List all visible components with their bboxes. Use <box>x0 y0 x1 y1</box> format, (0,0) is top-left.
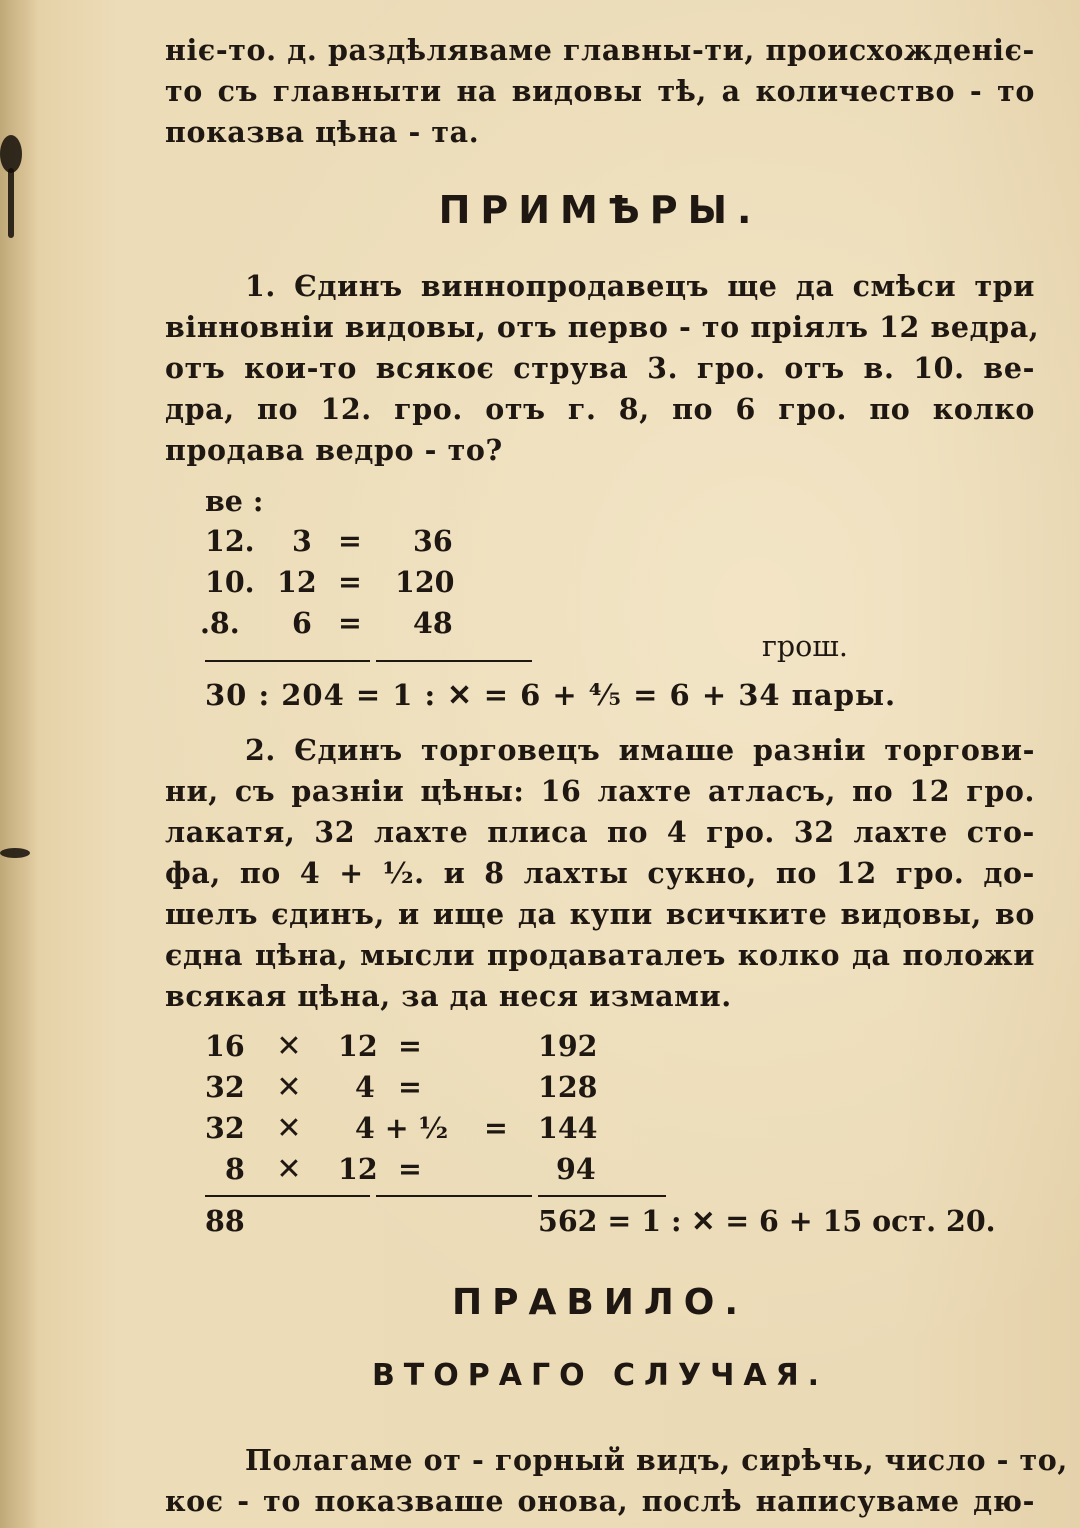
calc2-b: 12 <box>338 1029 378 1063</box>
ink-stain <box>8 168 14 238</box>
calc1-rule <box>376 660 532 662</box>
text-line: 1. Єдинъ виннопродавецъ ще да смѣси три <box>245 269 1035 303</box>
heading-examples: ПРИМѢРЫ. <box>438 188 762 232</box>
calc1-c: 120 <box>395 565 455 599</box>
text-line: Полагаме от - горный видъ, сирѣчь, число - то, <box>245 1443 1068 1477</box>
text-line: ни, съ разніи цѣны: 16 лахте атласъ, по 12 гро. <box>165 774 1035 808</box>
calc1-a: 12. <box>205 524 255 558</box>
calc2-rule <box>376 1195 532 1197</box>
calc1-rule <box>205 660 370 662</box>
calc1-c: 36 <box>413 524 453 558</box>
calc2-result: 562 = 1 : ✕ = 6 + 15 ост. 20. <box>538 1204 996 1238</box>
example-2-paragraph <box>165 730 1035 1017</box>
calc2-a: 16 <box>205 1029 245 1063</box>
calc2-c: 144 <box>538 1111 598 1145</box>
calc2-c: 192 <box>538 1029 598 1063</box>
cross-icon: ✕ <box>276 1152 302 1187</box>
cross-icon: ✕ <box>276 1070 302 1105</box>
text-line: продава ведро - то? <box>165 433 503 467</box>
calc1-result: 30 : 204 = 1 : ✕ = 6 + ⁴⁄₅ = 6 + 34 пары. <box>205 678 897 712</box>
calc2-eq: = <box>484 1111 508 1145</box>
text-line: вінновніи видовы, отъ перво - то пріялъ 12 ведра, <box>165 310 1040 344</box>
calc1-a: .8. <box>200 606 240 640</box>
calc1-eq: = <box>338 606 362 640</box>
calc1-eq: = <box>338 565 362 599</box>
text-line: єдна цѣна, мысли продаваталеъ колко да положи <box>165 938 1035 972</box>
calc1-b: 6 <box>292 606 312 640</box>
calc2-b: 12 <box>338 1152 378 1186</box>
calc2-total: 88 <box>205 1204 245 1238</box>
heading-rule: ПРАВИЛО. <box>451 1282 749 1323</box>
example-1-paragraph <box>165 266 1040 471</box>
calc1-c: 48 <box>413 606 453 640</box>
text-line: то съ главныти на видовы тѣ, а количество - то <box>165 74 1035 108</box>
calc2-c: 128 <box>538 1070 598 1104</box>
calc2-c: 94 <box>556 1152 596 1186</box>
text-line: показва цѣна - та. <box>165 115 480 149</box>
cross-icon: ✕ <box>276 1029 302 1064</box>
text-line: 2. Єдинъ торговецъ имаше разніи торгови- <box>245 733 1035 767</box>
heading-case: ВТОРАГО СЛУЧАЯ. <box>371 1358 829 1393</box>
text-line: коє - то показваше онова, послѣ написуваме дю- <box>165 1484 1035 1518</box>
text-line: отъ кои-то всякоє струва 3. гро. отъ в. 10. ве- <box>165 351 1035 385</box>
intro-paragraph <box>165 30 1035 153</box>
calc1-b: 12 <box>277 565 317 599</box>
calc2-eq: = <box>398 1070 422 1104</box>
text-line: ніє-то. д. раздѣляваме главны-ти, происхожденіє- <box>165 33 1035 67</box>
calc2-a: 32 <box>205 1070 245 1104</box>
text-line: шелъ єдинъ, и ище да купи всичките видовы, во <box>165 897 1035 931</box>
text-line: фа, по 4 + ¹⁄₂. и 8 лахты сукно, по 12 гро. до- <box>165 856 1035 890</box>
cross-icon: ✕ <box>276 1111 302 1146</box>
calc2-a: 32 <box>205 1111 245 1145</box>
ink-stain <box>0 848 30 858</box>
calc2-eq: = <box>398 1029 422 1063</box>
text-line: лакатя, 32 лахте плиса по 4 гро. 32 лахте сто- <box>165 815 1035 849</box>
page-gutter <box>0 0 38 1528</box>
calc1-unit: ве : <box>205 484 264 518</box>
calc2-eq: = <box>398 1152 422 1186</box>
calc2-rule <box>538 1195 666 1197</box>
calc2-rule <box>205 1195 370 1197</box>
text-line: всякая цѣна, за да неся измами. <box>165 979 732 1013</box>
calc1-b: 3 <box>292 524 312 558</box>
calc2-a: 8 <box>225 1152 245 1186</box>
calc1-a: 10. <box>205 565 255 599</box>
calc1-currency: грош. <box>762 630 848 663</box>
calc2-b: 4 + ¹⁄₂ <box>355 1111 449 1145</box>
rule-paragraph <box>165 1440 1068 1522</box>
calc1-eq: = <box>338 524 362 558</box>
calc2-b: 4 <box>355 1070 375 1104</box>
text-line: дра, по 12. гро. отъ г. 8, по 6 гро. по колко <box>165 392 1035 426</box>
